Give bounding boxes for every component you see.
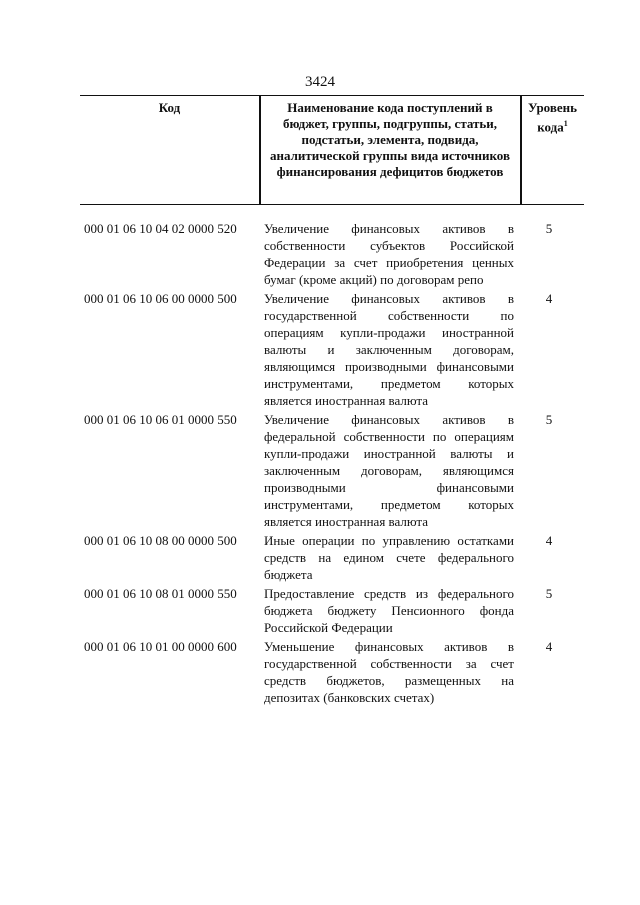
row-name: Уменьшение финансовых активов в государственной собственности за счет средств бюджетов, размещенных на депозитах (банковских счетах): [264, 639, 514, 705]
header-level: [521, 100, 584, 135]
row-level: 4: [545, 533, 553, 548]
row-code: 000 01 06 10 08 00 0000 500: [84, 533, 237, 548]
table-body: [84, 220, 584, 708]
row-name: Увеличение финансовых активов в федеральной собственности по операциям купли-продажи иностранной валюты и заключенным договорам, являющимся производными финансовыми инструментами, предметом которых является иностранная валюта: [264, 412, 514, 529]
table-row: [84, 585, 584, 636]
row-name: Увеличение финансовых активов в собственности субъектов Российской Федерации за счет приобретения ценных бумаг (кроме акций) по договорам репо: [264, 221, 514, 287]
footnote-mark: 1: [563, 119, 568, 128]
row-name: Увеличение финансовых активов в государственной собственности по операциям купли-продажи иностранной валюты и заключенным договорам, являющимся производными финансовыми инструментами, предметом которых является иностранная валюта: [264, 291, 514, 408]
header-name: [265, 100, 515, 180]
header-code: [80, 100, 259, 116]
table-row: [84, 290, 584, 409]
row-code: 000 01 06 10 06 01 0000 550: [84, 412, 237, 427]
row-level: 5: [545, 221, 553, 236]
row-level: 4: [545, 291, 553, 306]
row-code: 000 01 06 10 08 01 0000 550: [84, 586, 237, 601]
row-level: 5: [545, 586, 553, 601]
table-header: [80, 95, 584, 205]
header-code-label: Код: [158, 100, 181, 115]
table-row: [84, 532, 584, 583]
row-name: Предоставление средств из федерального бюджета бюджету Пенсионного фонда Российской Федерации: [264, 586, 514, 635]
row-code: 000 01 06 10 01 00 0000 600: [84, 639, 237, 654]
page-number: 3424: [305, 74, 335, 90]
header-name-label: Наименование кода поступлений в бюджет, группы, подгруппы, статьи, подстатьи, элемента, подвида, аналитической группы вида источников финансирования дефицитов бюджетов: [270, 100, 510, 179]
table-row: [84, 638, 584, 706]
table-row: [84, 411, 584, 530]
table-row: [84, 220, 584, 288]
header-level-label: Уровень кода: [527, 100, 578, 135]
header-divider: [259, 96, 261, 204]
row-code: 000 01 06 10 04 02 0000 520: [84, 221, 237, 236]
row-name: Иные операции по управлению остатками средств на едином счете федерального бюджета: [264, 533, 514, 582]
row-code: 000 01 06 10 06 00 0000 500: [84, 291, 237, 306]
row-level: 4: [545, 639, 553, 654]
row-level: 5: [545, 412, 553, 427]
